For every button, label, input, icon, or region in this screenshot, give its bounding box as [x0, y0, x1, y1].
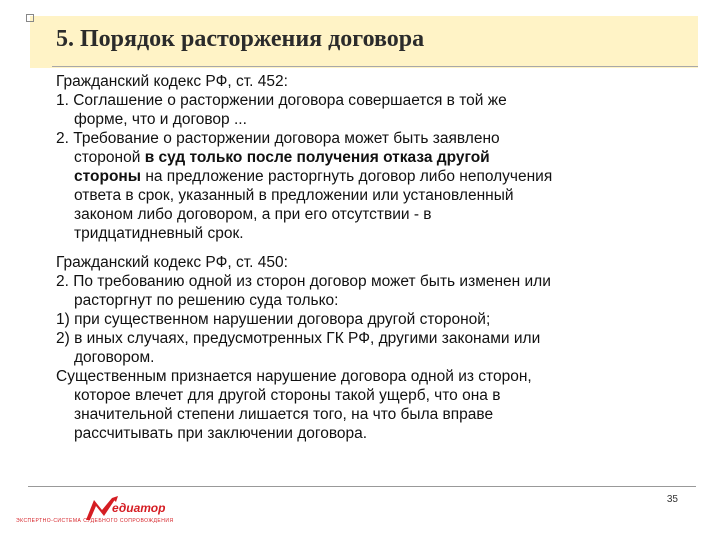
material-breach-text: Существенным признается нарушение договора одной из сторон,	[56, 368, 532, 385]
article-452-header: Гражданский кодекс РФ, ст. 452:	[56, 73, 288, 90]
article-452-item-1: 1. Соглашение о расторжении договора совершается в той же	[56, 92, 507, 109]
article-450-item-2: 1) при существенном нарушении договора другой стороной;	[56, 311, 491, 328]
bold-emphasis: в суд только после получения отказа другой	[144, 149, 490, 166]
page-number: 35	[666, 494, 678, 505]
article-452-item-2: 2. Требование о расторжении договора может быть заявлено	[56, 130, 500, 147]
footer-divider	[28, 486, 696, 487]
article-450-item-3: 2) в иных случаях, предусмотренных ГК РФ, другими законами или	[56, 330, 541, 347]
paragraph-gap	[56, 243, 696, 253]
text-span: стороной	[74, 149, 145, 166]
article-452-item-2-cont	[56, 167, 696, 186]
logo-wordmark: едиатор	[112, 501, 166, 515]
text-span: на предложение расторгнуть договор либо неполучения	[141, 168, 553, 185]
article-452-item-2-cont: ответа в срок, указанный в предложении или установленный	[74, 187, 514, 204]
article-452-item-2-cont: законом либо договором, а при его отсутствии - в	[74, 206, 432, 223]
article-450-item-1-cont: расторгнут по решению суда только:	[74, 292, 339, 309]
material-breach-text-cont: которое влечет для другой стороны такой ущерб, что она в	[74, 387, 501, 404]
article-452-item-1-cont: форме, что и договор ...	[74, 111, 247, 128]
material-breach-text-cont: рассчитывать при заключении договора.	[74, 425, 368, 442]
logo-tagline: ЭКСПЕРТНО-СИСТЕМА СУДЕБНОГО СОПРОВОЖДЕНИЯ	[16, 518, 174, 524]
material-breach-text-cont: значительной степени лишается того, на что была вправе	[74, 406, 494, 423]
article-450-item-1: 2. По требованию одной из сторон договор может быть изменен или	[56, 273, 551, 290]
slide-title: 5. Порядок расторжения договора	[56, 26, 425, 52]
article-450-header: Гражданский кодекс РФ, ст. 450:	[56, 254, 288, 271]
article-452-item-2-cont	[56, 148, 696, 167]
bold-emphasis: стороны	[74, 168, 142, 185]
article-450-item-3-cont: договором.	[74, 349, 155, 366]
article-452-item-2-cont: тридцатидневный срок.	[74, 225, 244, 242]
title-divider	[52, 66, 698, 67]
slide-body	[56, 72, 696, 443]
corner-bullet-icon	[26, 14, 34, 22]
mediator-logo-icon	[8, 492, 208, 532]
